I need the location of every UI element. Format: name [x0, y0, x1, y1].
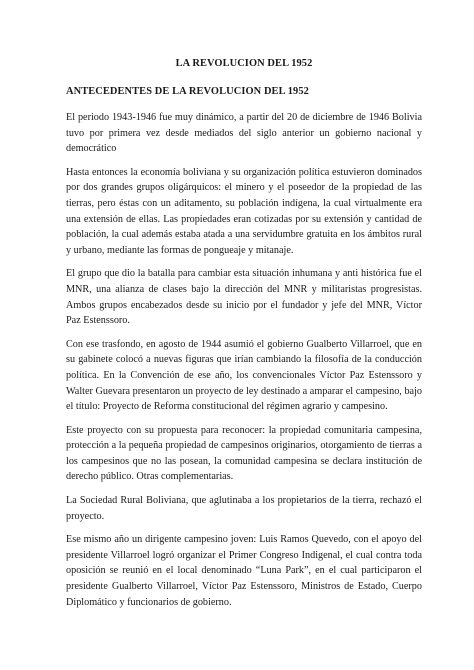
page-title: LA REVOLUCION DEL 1952 [175, 58, 313, 69]
paragraph-7: Ese mismo año un dirigente campesino joven: Luis Ramos Quevedo, con el apoyo del presidente Villarroel logró organizar el Primer Congreso Indigenal, el cual contra toda oposición se reunió en el local denominado “Luna Park”, en el cual participaron el presidente Gualberto Villarroel, Víctor Paz Estenssoro, Ministros de Estado, Cuerpo Diplomático y funcionarios de gobierno. [66, 534, 422, 608]
paragraph-6: La Sociedad Rural Boliviana, que aglutinaba a los propietarios de la tierra, rechazó el proyecto. [66, 495, 422, 522]
paragraph-3: El grupo que dio la batalla para cambiar esta situación inhumana y anti histórica fue el MNR, una alianza de clases bajo la dirección del MNR y militaristas progresistas. Ambos grupos encabezados desde su inicio por el fundador y jefe del MNR, Víctor Paz Estenssoro. [66, 268, 422, 327]
paragraph-2: Hasta entonces la economía boliviana y su organización política estuvieron dominados por dos grandes grupos oligárquicos: el minero y el poseedor de la propiedad de las tierras, pero éstas con un aditamento, su población indígena, la cual virtualmente era una extensión de ellas. Las propiedades eran cotizadas por su extensión y cantidad de población, la cual además estaba atada a una servidumbre gratuita en los ámbitos rural y urbano, mediante las formas de pongueaje y mitanaje. [66, 166, 422, 256]
paragraph-5: Este proyecto con su propuesta para reconocer: la propiedad comunitaria campesina, protección a la pequeña propiedad de campesinos originarios, otorgamiento de tierras a los campesinos que no las posean, la comunidad campesina se declara institución de derecho público. Otras complementarias. [66, 424, 422, 483]
paragraph-1: El periodo 1943-1946 fue muy dinámico, a partir del 20 de diciembre de 1946 Bolivia tuvo por primera vez desde mediados del siglo anterior un gobierno nacional y democrático [66, 112, 422, 155]
paragraph-4: Con ese trasfondo, en agosto de 1944 asumió el gobierno Gualberto Villarroel, que en su gabinete colocó a nuevas figuras que irían cambiando la filosofía de la conducción política. En la Convención de ese año, los convencionales Víctor Paz Estenssoro y Walter Guevara presentaron un proyecto de ley destinado a amparar el campesino, bajo el título: Proyecto de Reforma constitucional del régimen agrario y campesino. [66, 338, 422, 413]
section-heading: ANTECEDENTES DE LA REVOLUCION DEL 1952 [66, 86, 309, 97]
